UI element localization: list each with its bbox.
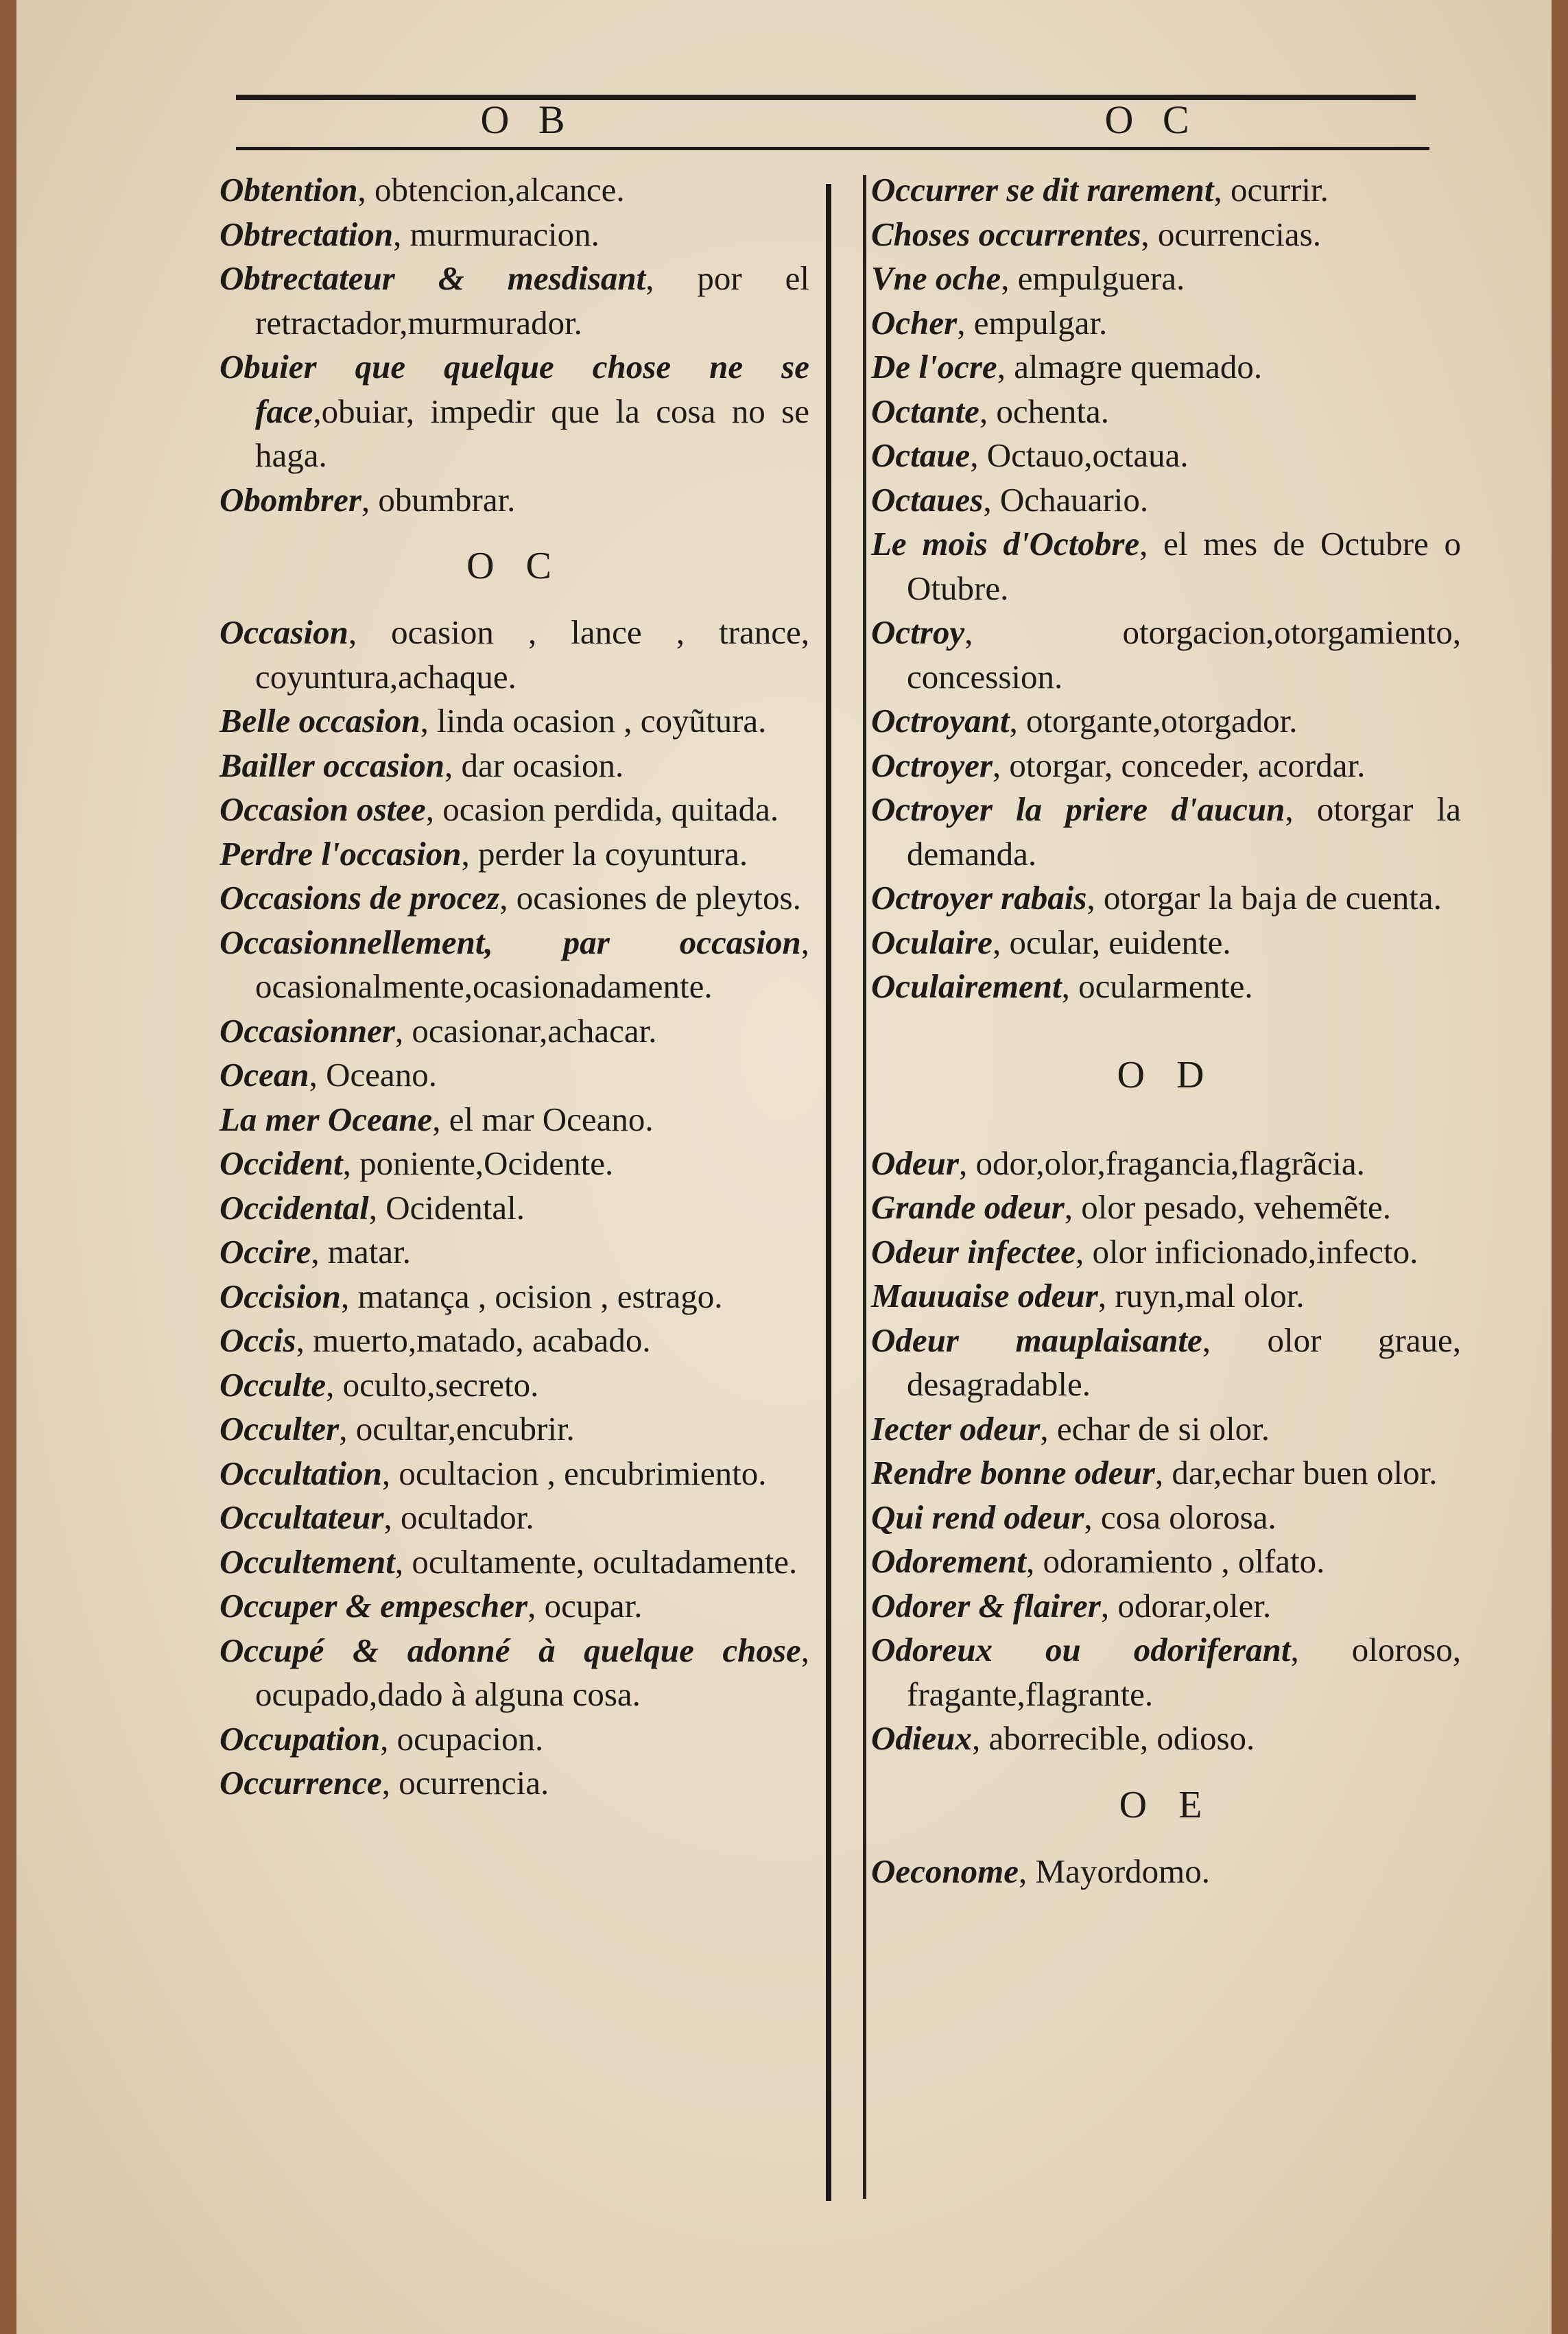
headword: Vne oche — [871, 259, 1001, 297]
dictionary-entry — [219, 1629, 809, 1717]
headword: Iecter odeur — [871, 1409, 1041, 1448]
headword: Obombrer — [219, 480, 361, 519]
translation: , ocular, euidente. — [992, 923, 1231, 961]
dictionary-entry — [219, 1186, 809, 1231]
headword: Ocher — [871, 303, 958, 342]
headword: Occultement — [219, 1542, 395, 1581]
translation: , matar. — [311, 1233, 411, 1271]
headword: Occultation — [219, 1454, 382, 1492]
translation: , oloroso, fragante,flagrante. — [907, 1631, 1462, 1713]
headword: Occulter — [219, 1410, 340, 1448]
dictionary-entry — [871, 345, 1461, 390]
headword: Occidental — [219, 1188, 369, 1227]
translation: , otorgar, conceder, acordar. — [992, 746, 1366, 784]
dictionary-entry — [219, 1053, 809, 1098]
translation: , ocultador. — [383, 1498, 534, 1536]
dictionary-entry — [219, 1098, 809, 1142]
translation: , Oceano. — [309, 1056, 438, 1094]
dictionary-entry — [871, 876, 1461, 921]
headword: Octaues — [871, 480, 984, 519]
dictionary-entry — [219, 478, 809, 523]
translation: , el mar Oceano. — [432, 1100, 654, 1138]
dictionary-entry — [871, 1186, 1461, 1230]
dictionary-entry — [219, 1363, 809, 1408]
dictionary-entry — [219, 345, 809, 478]
headword: Octante — [871, 392, 979, 430]
translation: , ocasionar,achacar. — [394, 1011, 657, 1050]
translation: , empulgar. — [957, 303, 1108, 342]
headword: Occupé & adonné à quelque chose — [219, 1631, 801, 1669]
translation: , ocasiones de pleytos. — [499, 879, 801, 917]
translation: , olor pesado, vehemẽte. — [1064, 1188, 1391, 1226]
headword: Occasion — [219, 613, 348, 651]
translation: , perder la coyuntura. — [461, 834, 748, 873]
dictionary-entry — [219, 1009, 809, 1054]
headword: Octroyant — [871, 702, 1010, 740]
headword: Odeur infectee — [871, 1232, 1076, 1271]
headword: Obuier que quelque chose ne se face — [219, 348, 809, 430]
dictionary-entry — [871, 434, 1461, 478]
dictionary-entry — [871, 168, 1461, 213]
translation: , muerto,matado, acabado. — [296, 1321, 651, 1359]
headword: Occulte — [219, 1365, 326, 1404]
dictionary-entry — [871, 301, 1461, 346]
translation: , ochenta. — [979, 392, 1109, 430]
translation: , almagre quemado. — [997, 348, 1263, 386]
headword: Perdre l'occasion — [219, 834, 462, 873]
dictionary-entry — [219, 1407, 809, 1452]
headword: Odeur mauplaisante — [871, 1321, 1202, 1359]
dictionary-entry — [219, 1496, 809, 1540]
headword: Occuper & empescher — [219, 1587, 528, 1625]
translation: , ocasion , lance , trance, coyuntura,achaque. — [255, 613, 809, 696]
dictionary-entry — [219, 1717, 809, 1762]
headword: Odoreux ou odoriferant — [871, 1631, 1291, 1669]
running-head-left: O B — [480, 97, 575, 142]
translation: , ocupado,dado à alguna cosa. — [255, 1631, 809, 1713]
dictionary-entry — [219, 1584, 809, 1629]
headword: Bailler occasion — [219, 746, 445, 784]
dictionary-entry — [871, 390, 1461, 434]
translation: , ocasionalmente,ocasionadamente. — [255, 923, 809, 1005]
headword: Le mois d'Octobre — [871, 525, 1140, 563]
headword: La mer Oceane — [219, 1100, 433, 1138]
dictionary-entry — [219, 168, 809, 213]
dictionary-entry — [219, 1540, 809, 1585]
headword: Octroyer rabais — [871, 879, 1087, 917]
translation: , otorgar la demanda. — [907, 790, 1461, 873]
headword: Occasion ostee — [219, 790, 426, 828]
right-column — [871, 168, 1461, 1894]
headword: Occultateur — [219, 1498, 384, 1536]
dictionary-entry — [871, 611, 1461, 699]
translation: , obumbrar. — [361, 480, 516, 519]
headword: Obtention — [219, 171, 358, 209]
translation: , oculto,secreto. — [326, 1365, 539, 1404]
dictionary-entry — [871, 1496, 1461, 1540]
dictionary-entry — [219, 744, 809, 788]
dictionary-entry — [871, 1230, 1461, 1275]
dictionary-entry — [871, 1274, 1461, 1319]
section-heading: O E — [1119, 1783, 1213, 1826]
left-column — [219, 168, 809, 1806]
dictionary-entry — [871, 257, 1461, 301]
headword: Oculaire — [871, 923, 993, 961]
dictionary-entry — [871, 1584, 1461, 1629]
dictionary-entry — [871, 1628, 1461, 1717]
translation: , por el retractador,murmurador. — [255, 259, 809, 342]
translation: , echar de si olor. — [1040, 1409, 1270, 1448]
headword: Belle occasion — [219, 702, 420, 740]
column-divider-right — [863, 175, 866, 2199]
translation: , olor inficionado,infecto. — [1076, 1232, 1418, 1271]
header-rule-bottom — [236, 147, 1429, 150]
headword: Occasionnellement, par occasion — [219, 923, 801, 961]
dictionary-page — [16, 0, 1552, 2334]
headword: Occasions de procez — [219, 879, 500, 917]
headword: Ocean — [219, 1056, 309, 1094]
headword: Rendre bonne odeur — [871, 1454, 1155, 1492]
headword: Odorement — [871, 1542, 1026, 1580]
section-heading: O D — [1117, 1053, 1215, 1096]
dictionary-entry — [219, 699, 809, 744]
translation: , poniente,Ocidente. — [342, 1144, 614, 1182]
translation: , ocupar. — [527, 1587, 643, 1625]
dictionary-entry — [871, 1717, 1461, 1761]
headword: Odeur — [871, 1144, 959, 1182]
translation: , murmuracion. — [393, 215, 599, 253]
dictionary-entry — [219, 1319, 809, 1363]
dictionary-entry — [219, 788, 809, 832]
dictionary-entry — [871, 1407, 1461, 1452]
dictionary-entry — [219, 1230, 809, 1275]
dictionary-entry — [871, 213, 1461, 257]
dictionary-entry — [871, 478, 1461, 523]
headword: Occis — [219, 1321, 296, 1359]
headword: Occurrence — [219, 1764, 382, 1802]
translation: , cosa olorosa. — [1084, 1498, 1276, 1536]
translation: , matança , ocision , estrago. — [340, 1277, 723, 1315]
translation: , otorgante,otorgador. — [1009, 702, 1298, 740]
headword: Octroyer — [871, 746, 993, 784]
dictionary-entry — [219, 1761, 809, 1806]
translation: , otorgacion,otorgamiento, concession. — [907, 613, 1461, 696]
translation: , dar ocasion. — [444, 746, 624, 784]
translation: , Ochauario. — [983, 480, 1149, 519]
headword: Octroyer la priere d'aucun — [871, 790, 1285, 828]
translation: , linda ocasion , coyũtura. — [420, 702, 767, 740]
translation: , ocultamente, ocultadamente. — [394, 1542, 798, 1581]
header-rule-top — [236, 95, 1416, 100]
dictionary-entry — [219, 1142, 809, 1186]
translation: , el mes de Octubre o Otubre. — [907, 525, 1462, 607]
headword: Occurrer se dit rarement — [871, 171, 1214, 209]
translation: , ocultar,encubrir. — [339, 1410, 575, 1448]
dictionary-entry — [871, 1142, 1461, 1186]
dictionary-entry — [871, 1540, 1461, 1584]
headword: Occident — [219, 1144, 343, 1182]
translation: , ocupacion. — [380, 1719, 544, 1758]
dictionary-entry — [871, 1451, 1461, 1496]
translation: , ocultacion , encubrimiento. — [381, 1454, 767, 1492]
translation: , odor,olor,fragancia,flagrãcia. — [958, 1144, 1365, 1182]
translation: , ruyn,mal olor. — [1097, 1277, 1305, 1315]
dictionary-entry — [871, 522, 1461, 611]
section-heading: O C — [466, 545, 562, 587]
dictionary-entry — [219, 1452, 809, 1496]
headword: Occupation — [219, 1719, 381, 1758]
translation: , empulguera. — [1001, 259, 1185, 297]
dictionary-entry — [219, 611, 809, 699]
translation: , olor graue, desagradable. — [907, 1321, 1462, 1403]
dictionary-entry — [871, 1850, 1461, 1894]
dictionary-entry — [871, 965, 1461, 1009]
translation: , otorgar la baja de cuenta. — [1086, 879, 1442, 917]
translation: , odorar,oler. — [1100, 1586, 1272, 1625]
translation: , odoramiento , olfato. — [1025, 1542, 1325, 1580]
headword: Occire — [219, 1233, 311, 1271]
headword: Oeconome — [871, 1852, 1019, 1890]
translation: , ocurrir. — [1213, 171, 1329, 209]
headword: Occasionner — [219, 1011, 395, 1050]
headword: Choses occurrentes — [871, 215, 1141, 253]
headword: Qui rend odeur — [871, 1498, 1084, 1536]
translation: , ocurrencia. — [381, 1764, 549, 1802]
translation: , dar,echar buen olor. — [1154, 1454, 1438, 1492]
translation: , obtencion,alcance. — [357, 171, 625, 209]
translation: ,obuiar, impedir que la cosa no se haga. — [255, 392, 809, 474]
translation: , Mayordomo. — [1019, 1852, 1210, 1890]
dictionary-entry — [219, 213, 809, 257]
headword: Grande odeur — [871, 1188, 1065, 1226]
column-divider — [826, 184, 831, 2201]
dictionary-entry — [871, 788, 1461, 876]
headword: De l'ocre — [871, 348, 997, 386]
headword: Odieux — [871, 1719, 972, 1757]
running-head-right: O C — [1104, 97, 1199, 142]
dictionary-entry — [219, 921, 809, 1009]
dictionary-entry — [219, 1275, 809, 1319]
dictionary-entry — [219, 876, 809, 921]
translation: , ocasion perdida, quitada. — [425, 790, 779, 828]
dictionary-entry — [871, 921, 1461, 965]
headword: Octaue — [871, 436, 971, 474]
dictionary-entry — [871, 699, 1461, 744]
translation: , Octauo,octaua. — [970, 436, 1189, 474]
translation: , Ocidental. — [368, 1188, 525, 1227]
headword: Oculairement — [871, 967, 1062, 1005]
headword: Obtrectateur & mesdisant — [219, 259, 646, 297]
headword: Occision — [219, 1277, 341, 1315]
translation: , aborrecible, odioso. — [972, 1719, 1255, 1757]
translation: , ocularmente. — [1061, 967, 1253, 1005]
dictionary-entry — [219, 832, 809, 877]
dictionary-entry — [871, 1319, 1461, 1407]
dictionary-entry — [871, 744, 1461, 788]
headword: Odorer & flairer — [871, 1586, 1101, 1625]
headword: Octroy — [871, 613, 965, 651]
headword: Mauuaise odeur — [871, 1277, 1098, 1315]
translation: , ocurrencias. — [1141, 215, 1321, 253]
dictionary-entry — [219, 257, 809, 345]
headword: Obtrectation — [219, 215, 394, 253]
